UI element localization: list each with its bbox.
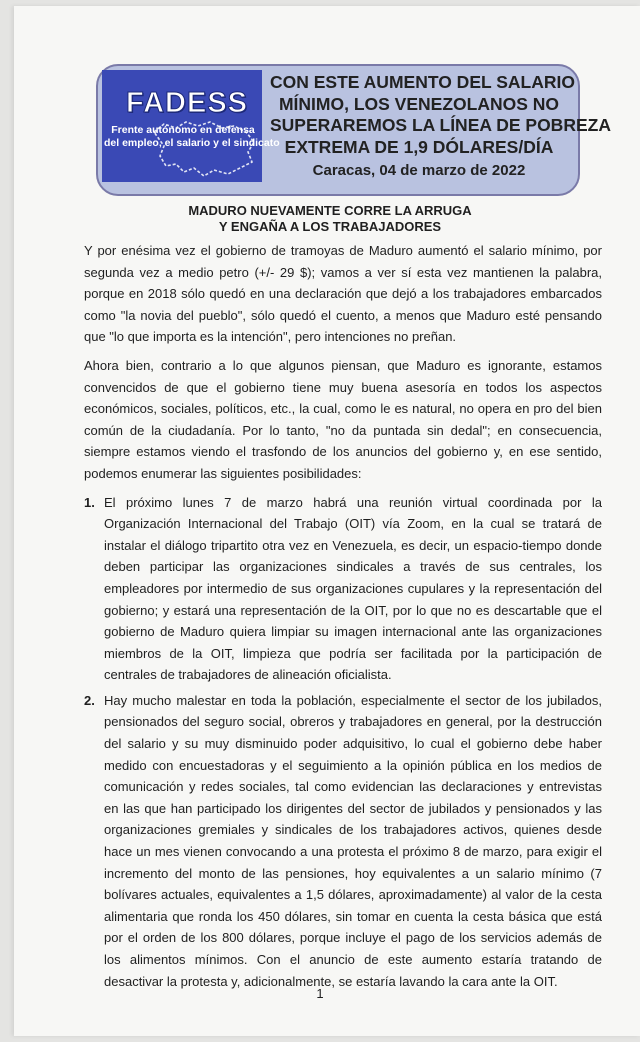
text-line: Y por enésima vez el gobierno de tramoyas de Maduro aumentó el salario mínimo, por [84, 243, 602, 258]
text-line: en las que han participado los dirigentes del sector de jubilados y pensionados y las [104, 800, 602, 816]
text-line: siempre estamos viendo el trasfondo de los anuncios del gobierno y, en ese sentido, [84, 444, 602, 460]
paragraph [84, 355, 602, 485]
text-line: instalar el diálogo tripartito otra vez en Venezuela, es decir, un espacio-tiempo donde [104, 537, 602, 553]
text-line: incremento del monto de las pensiones, hoy equivalentes a un salario mínimo (7 [104, 865, 602, 881]
logo-subtitle [104, 124, 280, 150]
text-line: Ahora bien, contrario a lo que algunos piensan, que Maduro es ignorante, estamos [84, 357, 602, 373]
text-line: comunicación y redes sociales, tal como evidencian las declaraciones y entrevistas [104, 779, 602, 795]
headline-line: MÍNIMO, LOS VENEZOLANOS NO [278, 93, 559, 114]
article-subtitle [100, 203, 560, 235]
text-line: como "la novia del pueblo", sólo quedó el cuento, a menos que Maduro esté pensando [84, 307, 602, 323]
subtitle-line: Y ENGAÑA A LOS TRABAJADORES [218, 219, 442, 234]
headline [270, 72, 611, 158]
logo-subtitle-line: del empleo, el salario y el sindicato [104, 137, 280, 149]
text-line: gobierno de Maduro quiera limpiar su imagen internacional ante las organizaciones [104, 624, 602, 640]
subtitle-line: MADURO NUEVAMENTE CORRE LA ARRUGA [188, 203, 472, 218]
text-line: El próximo lunes 7 de marzo habrá una reunión virtual coordinada por la [104, 494, 602, 510]
text-line: Organización Internacional del Trabajo (OIT) vía Zoom, en la cual se tratará de [104, 516, 602, 532]
text-line: que "lo que importa es la intención", pero intenciones no preñan. [84, 329, 457, 345]
list-item [84, 492, 602, 686]
text-line: desactivar la protesta y, adicionalmente, se estaría lavando la cara ante la OIT. [104, 973, 558, 989]
text-line: podemos enumerar las siguientes posibilidades: [84, 465, 362, 481]
article-body [84, 240, 602, 996]
logo-title: FADESS [125, 87, 249, 119]
text-line: alimentaria que ronda los 450 dólares, sin tomar en cuenta la cesta básica que está [104, 908, 602, 924]
text-line: segunda vez a medio petro (+/- 29 $); vamos a ver sí esta vez mantienen la palabra, [84, 264, 602, 280]
text-line: económicos, sociales, políticos, etc., la cual, como le es natural, no opera en pro del bien [84, 401, 602, 417]
text-line: pensionados del seguro social, obreros y trabajadores en general, por la destrucción [104, 714, 602, 730]
text-line: medido con encuestadoras y el seguimiento a la opinión pública en los medios de [104, 757, 602, 773]
text-line: del salario y su muy disminuido poder adquisitivo, lo cual el gobierno debe haber [104, 736, 602, 752]
list-number: 1. [84, 494, 95, 510]
text-line: organizaciones gremiales y sindicales de los trabajadores activos, quienes desde [104, 822, 602, 838]
text-line: los alimentos mínimos. Con el anuncio de este aumento estaría tratando de [104, 952, 602, 967]
text-line: centrales de trabajadores de alineación oficialista. [104, 667, 392, 683]
text-line: común de la ciudadanía. Por lo tanto, "no da puntada sin dedal"; en consecuencia, [84, 422, 602, 438]
text-line: convencidos de que el gobierno tiene muy buena asesoría en todos los aspectos [84, 379, 602, 395]
logo-subtitle-line: Frente autónomo en defensa [111, 124, 255, 136]
text-line: empleadores por intermedio de sus organizaciones cupulares y la representación del [104, 580, 602, 596]
list-item [84, 690, 602, 992]
text-line: miembros de la OIT, limpieza que podría ser facilitada por la participación de [104, 645, 602, 661]
headline-line: SUPERAREMOS LA LÍNEA DE POBREZA [270, 115, 611, 135]
text-line: bolívares actuales, equivalentes a 1,5 dólares, aproximadamente) al valor de la cesta [104, 887, 602, 903]
text-line: hace un mes vienen convocando a una protesta el próximo 8 de marzo, para exigir el [104, 844, 602, 860]
list-number: 2. [84, 692, 95, 708]
page-number: 1 [316, 986, 324, 1001]
headline-line: EXTREMA DE 1,9 DÓLARES/DÍA [284, 136, 554, 157]
date-line: Caracas, 04 de marzo de 2022 [312, 162, 526, 179]
text-line: porque en 2018 sólo quedó en una declaración que dejó a los trabajadores embarcados [84, 286, 602, 302]
text-line: Hay mucho malestar en toda la población, especialmente el sector de los jubilados, [104, 692, 602, 708]
headline-line: CON ESTE AUMENTO DEL SALARIO [270, 72, 575, 92]
text-line: gobierno; y estará una representación de la OIT, por lo que no es descartable que el [104, 602, 602, 618]
paragraph [84, 240, 602, 348]
text-line: deben participar las organizaciones sindicales a través de sus centrales, los [104, 559, 602, 575]
text-line: por el orden de los 800 dólares, porque incluye el pago de los servicios además de [104, 930, 602, 946]
